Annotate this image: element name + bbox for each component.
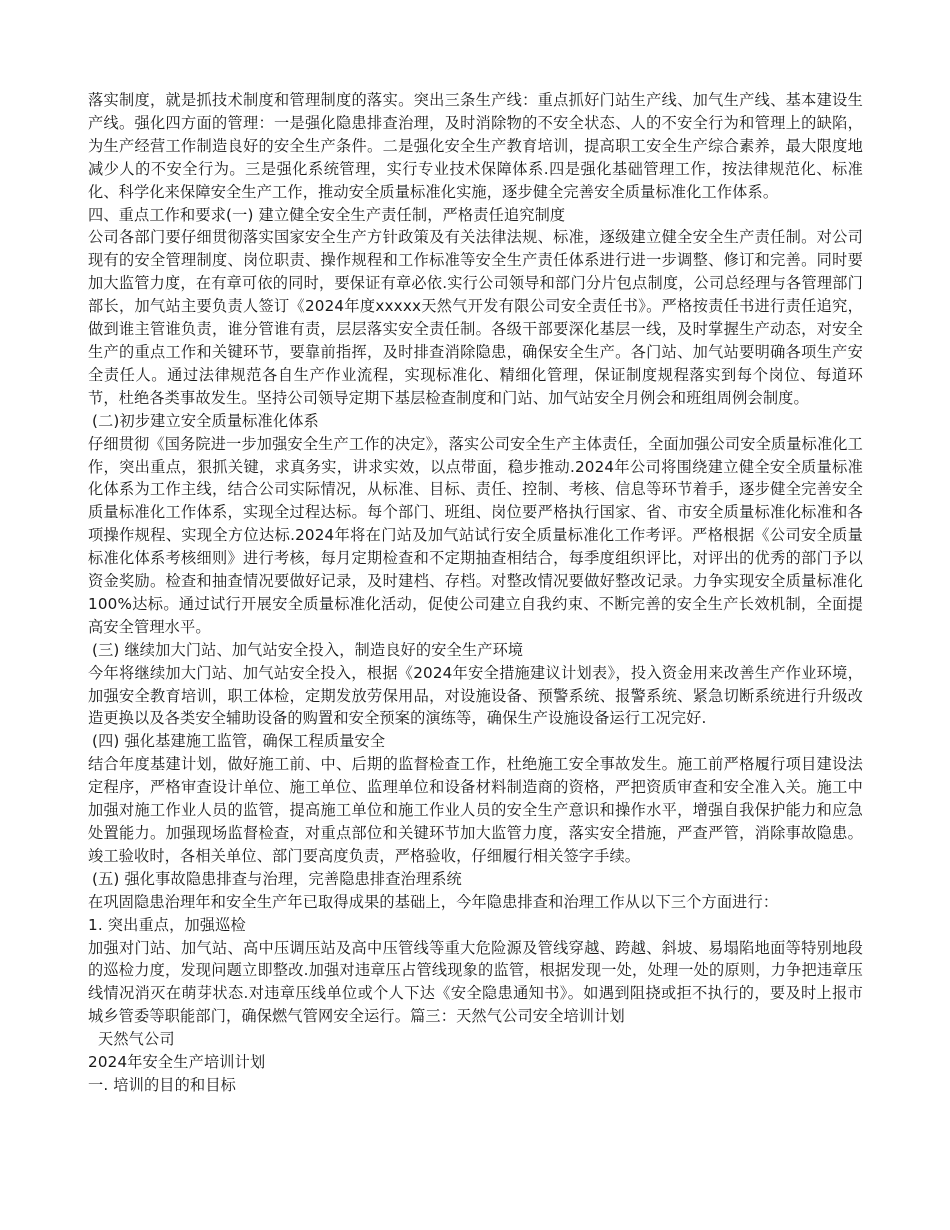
paragraph-hazard-intro: 在巩固隐患治理年和安全生产年已取得成果的基础上，今年隐患排查和治理工作从以下三个方面进行： [88, 892, 779, 911]
subheading-quality-standard: (二)初步建立安全质量标准化体系 [92, 411, 319, 430]
paragraph-safety-investment: 今年将继续加大门站、加气站安全投入，根据《2024年安全措施建议计划表》，投入资金用来改善生产作业环境，加强安全教育培训，职工体检，定期发放劳保用品，对设施设备、预警系统、报警系统、紧急切断系统进行升级改造更换以及各类安全辅助设备的购置和安全预案的演练等，确保生产设施设备运行工况完好. [88, 663, 863, 728]
company-name: 天然气公司 [98, 1030, 175, 1049]
paragraph-safety-system: 落实制度，就是抓技术制度和管理制度的落实。突出三条生产线：重点抓好门站生产线、加气生产线、基本建设生产线。强化四方面的管理：一是强化隐患排查治理，及时消除物的不安全状态、人的不安全行为和管理上的缺陷，为生产经营工作制造良好的安全生产条件。二是强化安全生产教育培训，提高职工安全生产综合素养，最大限度地减少人的不安全行为。三是强化系统管理，实行专业技术保障体系.四是强化基础管理工作，按法律规范化、标准化、科学化来保障安全生产工作，推动安全质量标准化实施，逐步健全完善安全质量标准化工作体系。 [88, 91, 863, 201]
numbered-heading-inspection: 1. 突出重点，加强巡检 [88, 915, 246, 934]
plan-title: 2024年安全生产培训计划 [88, 1053, 266, 1072]
subheading-hazard-management: (五) 强化事故隐患排查与治理，完善隐患排查治理系统 [92, 869, 462, 888]
paragraph-quality-standard: 仔细贯彻《国务院进一步加强安全生产工作的决定》，落实公司安全生产主体责任，全面加强公司安全质量标准化工作，突出重点，狠抓关键，求真务实，讲求实效，以点带面，稳步推动.2024年公司将围绕建立健全安全质量标准化体系为工作主线，结合公司实际情况，从标准、目标、责任、控制、考核、信息等环节着手，逐步健全完善安全质量标准化工作体系，实现全过程达标。每个部门、班组、岗位要严格执行国家、省、市安全质量标准化标准和各项操作规程、实现全方位达标.2024年将在门站及加气站试行安全质量标准化工作考评。严格根据《公司安全质量标准化体系考核细则》进行考核，每月定期检查和不定期抽查相结合，每季度组织评比，对评出的优秀的部门予以资金奖励。检查和抽查情况要做好记录，及时建档、存档。对整改情况要做好整改记录。力争实现安全质量标准化100%达标。通过试行开展安全质量标准化活动，促使公司建立自我约束、不断完善的安全生产长效机制，全面提高安全管理水平。 [88, 434, 863, 636]
subheading-safety-investment: (三) 继续加大门站、加气站安全投入，制造良好的安全生产环境 [92, 640, 524, 659]
section-heading-key-work: 四、重点工作和要求(一) 建立健全安全生产责任制，严格责任追究制度 [88, 205, 566, 224]
subheading-construction-supervision: (四) 强化基建施工监管，确保工程质量安全 [92, 732, 386, 751]
paragraph-inspection: 加强对门站、加气站、高中压调压站及高中压管线等重大危险源及管线穿越、跨越、斜坡、易塌陷地面等特别地段的巡检力度，发现问题立即整改.加强对违章压占管线现象的监管，根据发现一处，处理一处的原则，力争把违章压线情况消灭在萌芽状态.对违章压线单位或个人下达《安全隐患通知书》。如遇到阻挠或拒不执行的，要及时上报市城乡管委等职能部门，确保燃气管网安全运行。篇三：天然气公司安全培训计划 [88, 938, 863, 1026]
section-heading-training-goals: 一. 培训的目的和目标 [88, 1075, 236, 1094]
document-body [88, 89, 863, 1097]
paragraph-construction-supervision: 结合年度基建计划，做好施工前、中、后期的监督检查工作，杜绝施工安全事故发生。施工前严格履行项目建设法定程序，严格审查设计单位、施工单位、监理单位和设备材料制造商的资格，严把资质审查和安全准入关。施工中加强对施工作业人员的监管，提高施工单位和施工作业人员的安全生产意识和操作水平，增强自我保护能力和应急处置能力。加强现场监督检查，对重点部位和关键环节加大监管力度，落实安全措施，严查严管，消除事故隐患。竣工验收时，各相关单位、部门要高度负责，严格验收，仔细履行相关签字手续。 [88, 755, 863, 865]
paragraph-responsibility-system: 公司各部门要仔细贯彻落实国家安全生产方针政策及有关法律法规、标准，逐级建立健全安全生产责任制。对公司现有的安全管理制度、岗位职责、操作规程和工作标准等安全生产责任体系进行进一步调整、修订和完善。同时要加大监管力度，在有章可依的同时，要保证有章必依.实行公司领导和部门分片包点制度，公司总经理与各管理部门部长，加气站主要负责人签订《2024年度xxxxx天然气开发有限公司安全责任书》。严格按责任书进行责任追究，做到谁主管谁负责，谁分管谁有责，层层落实安全责任制。各级干部要深化基层一线，及时掌握生产动态，对安全生产的重点工作和关键环节，要靠前指挥，及时排查消除隐患，确保安全生产。各门站、加气站要明确各项生产安全责任人。通过法律规范各自生产作业流程，实现标准化、精细化管理，保证制度规程落实到每个岗位、每道环节，杜绝各类事故发生。坚持公司领导定期下基层检查制度和门站、加气站安全月例会和班组周例会制度。 [88, 228, 863, 407]
